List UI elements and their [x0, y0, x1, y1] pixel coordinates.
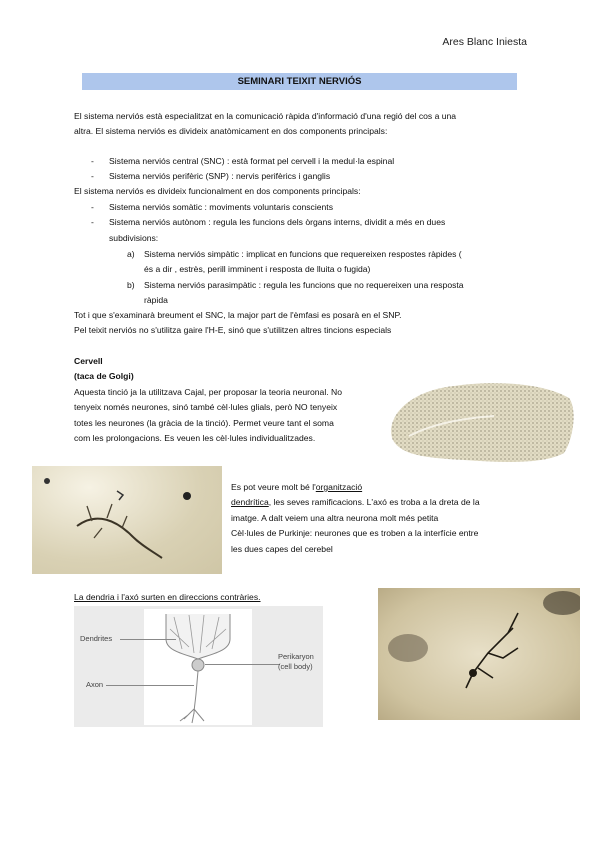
list-item: - Sistema nerviós somàtic : moviments voluntaris conscients	[91, 202, 333, 212]
underlined-term: organització	[315, 482, 363, 492]
label-perikaryon: Perikaryon (cell body)	[278, 652, 314, 671]
sub-list	[127, 247, 464, 309]
cervell-section	[74, 354, 342, 446]
document-title: SEMINARI TEIXIT NERVIÓS	[82, 73, 517, 90]
list-item: - Sistema nerviós autònom : regula les funcions dels òrgans interns, dividit a més en dues	[91, 217, 446, 228]
list-item: - Sistema nerviós perifèric (SNP) : nervis perifèrics i ganglis	[91, 171, 331, 182]
section-subheading: (taca de Golgi)	[74, 371, 134, 382]
leader-line	[120, 639, 176, 640]
leader-line	[205, 664, 280, 665]
diagram-canvas	[144, 609, 252, 725]
underlined-term: dendrítica	[231, 497, 269, 508]
paragraph-line: Aquesta tinció ja la utilitzava Cajal, per proposar la teoria neuronal. No	[74, 386, 342, 397]
paragraph-line: totes les neurones (la gràcia de la tinció). Permet veure tant el soma	[74, 417, 334, 428]
functional-intro: El sistema nerviós es divideix funcionalment en dos components principals:	[74, 186, 361, 196]
dendrite-heading: La dendria i l'axó surten en direccions contràries.	[74, 592, 261, 602]
paragraph-line: com les prolongacions. Es veuen les cèl·lules individualitzades.	[74, 433, 316, 444]
golgi-neuron-image	[32, 466, 222, 574]
sub-item-cont: és a dir , estrès, perill imminent i resposta de lluita o fugida)	[144, 264, 371, 275]
paragraph-line: Cèl·lules de Purkinje: neurones que es troben a la interfície entre	[231, 528, 479, 539]
closing-line: Tot i que s'examinarà breument el SNC, la major part de l'èmfasi es posarà en el SNP.	[74, 310, 402, 320]
paragraph-line: imatge. A dalt veiem una altra neurona molt més petita	[231, 512, 439, 523]
anatomic-list	[91, 154, 394, 185]
intro-line: El sistema nerviós està especialitzat en la comunicació ràpida d'informació d'una regió del cos a una	[74, 111, 457, 121]
functional-list	[91, 200, 445, 246]
intro-line: altra. El sistema nerviós es divideix anatòmicament en dos components principals:	[74, 126, 388, 137]
leader-line	[106, 685, 194, 686]
closing-paragraph	[74, 308, 401, 339]
intro-paragraph	[74, 109, 456, 140]
sub-item-cont: ràpida	[144, 295, 168, 306]
paragraph-line: tenyeix només neurones, sinó també cèl·lules glials, però NO tenyeix	[74, 402, 338, 413]
author-name: Ares Blanc Iniesta	[442, 36, 527, 48]
sub-item: b) Sistema nerviós parasimpàtic : regula les funcions que no requereixen una resposta	[127, 279, 464, 290]
list-item: - Sistema nerviós central (SNC) : està format pel cervell i la medul·la espinal	[91, 156, 395, 166]
section-heading: Cervell	[74, 356, 103, 366]
list-item-cont: subdivisions:	[109, 232, 159, 243]
label-axon: Axon	[86, 680, 104, 689]
closing-line: Pel teixit nerviós no s'utilitza gaire l'H-E, sinó que s'utilitzen altres tincions especials	[74, 325, 392, 336]
label-dendrites: Dendrites	[80, 634, 113, 643]
sub-item: a) Sistema nerviós simpàtic : implicat en funcions que requereixen respostes ràpides (	[127, 249, 462, 259]
neuron-diagram	[74, 606, 323, 727]
golgi-description: Es pot veure molt bé l'organització dendrítica, les seves ramificacions. L'axó es troba a la dreta de la imatge. A dalt veiem una altra neurona molt més petita Cèl·lules de Purkinje: neurones que es troben a la interfície entre les dues capes del cerebel	[231, 480, 480, 557]
brain-section-image	[384, 378, 577, 466]
paragraph-line: les dues capes del cerebel	[231, 543, 333, 554]
purkinje-cell-image	[378, 588, 580, 720]
